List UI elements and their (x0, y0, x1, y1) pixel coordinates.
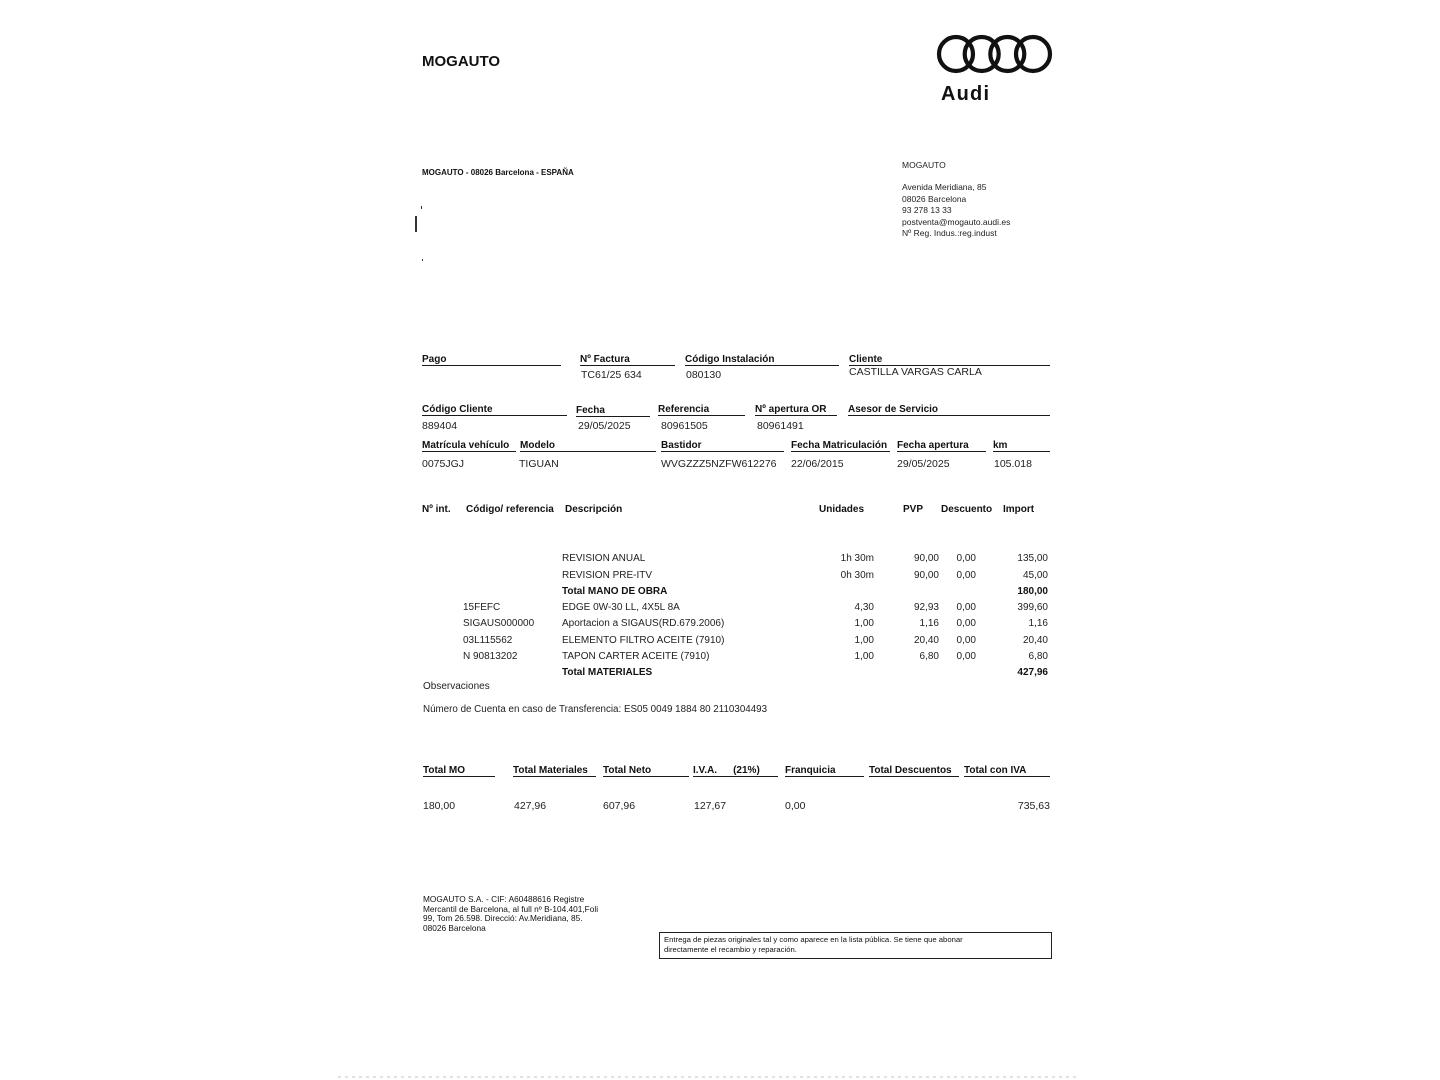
table-row (0, 570, 1440, 582)
legal-line: MOGAUTO S.A. - CIF: A60488616 Registre (423, 894, 585, 904)
legal-line: 99, Tom 26.598. Direcció: Av.Meridiana, 85. (423, 913, 583, 923)
apertura-or-label: Nº apertura OR (755, 404, 837, 416)
legal-line: 08026 Barcelona (423, 922, 486, 933)
line-description: Aportacion a SIGAUS(RD.679.2006) (562, 618, 725, 629)
total-con-iva-label: Total con IVA (964, 765, 1050, 777)
iva-label (693, 765, 778, 777)
scan-mark (422, 259, 423, 261)
numero-factura-value: TC61/25 634 (581, 369, 642, 381)
dealer-name: MOGAUTO (902, 160, 946, 170)
subtotal-amount: 180,00 (1017, 586, 1048, 597)
cliente-value: CASTILLA VARGAS CARLA (849, 366, 982, 378)
line-amount: 6,80 (1028, 651, 1048, 662)
fecha-apertura-value: 29/05/2025 (897, 458, 950, 470)
apertura-or-value: 80961491 (757, 420, 804, 432)
column-unidades: Unidades (819, 504, 865, 515)
transfer-account: ES05 0049 1884 80 2110304493 (623, 704, 768, 715)
column-pvp: PVP (903, 504, 924, 515)
dealer-address: Avenida Meridiana, 85 (902, 182, 987, 192)
line-pvp: 6,80 (919, 651, 939, 662)
km-value: 105.018 (994, 458, 1032, 470)
line-discount: 0,00 (956, 553, 976, 564)
line-pvp: 90,00 (913, 570, 939, 581)
line-amount: 20,40 (1022, 635, 1048, 646)
asesor-label: Asesor de Servicio (848, 404, 1050, 416)
matricula-value: 0075JGJ (422, 458, 465, 470)
km-label: km (993, 440, 1050, 452)
modelo-value: TIGUAN (519, 458, 559, 470)
iva-rate: (21%) (733, 765, 760, 776)
line-description: REVISION PRE-ITV (562, 570, 653, 581)
column-descuento: Descuento (941, 504, 993, 515)
company-name: MOGAUTO (422, 53, 501, 70)
total-neto-value: 607,96 (603, 800, 636, 812)
line-units: 1h 30m (840, 553, 874, 564)
column-importe: Import (1003, 504, 1035, 515)
line-units: 0h 30m (840, 570, 874, 581)
column-descripcion: Descripción (565, 504, 623, 515)
dealer-city: 08026 Barcelona (902, 193, 967, 204)
total-mo-value: 180,00 (423, 800, 456, 812)
table-row (0, 635, 1440, 647)
notice-line: directamente el recambio y reparación. (664, 945, 797, 954)
referencia-label: Referencia (658, 404, 745, 416)
brand-name: Audi (941, 83, 991, 105)
subtotal-row-materiales (0, 667, 1440, 679)
total-neto-label: Total Neto (603, 765, 689, 777)
line-units: 4,30 (854, 602, 874, 613)
transfer-note (423, 704, 767, 716)
dealer-address-block (902, 160, 1010, 240)
total-materiales-label: Total Materiales (513, 765, 596, 777)
bastidor-value: WVGZZZ5NZFW612276 (661, 458, 777, 470)
total-descuentos-label: Total Descuentos (869, 765, 959, 777)
line-amount: 45,00 (1022, 570, 1048, 581)
bastidor-label: Bastidor (661, 440, 784, 452)
fecha-matriculacion-label: Fecha Matriculación (791, 440, 890, 452)
line-description: TAPON CARTER ACEITE (7910) (562, 651, 710, 662)
line-pvp: 92,93 (913, 602, 939, 613)
scan-mark (421, 206, 422, 209)
franquicia-value: 0,00 (785, 800, 806, 812)
fecha-value: 29/05/2025 (578, 420, 631, 432)
line-description: EDGE 0W-30 LL, 4X5L 8A (562, 602, 680, 613)
legal-footer (423, 895, 598, 933)
codigo-cliente-label: Código Cliente (422, 404, 567, 416)
table-row (0, 553, 1440, 565)
subtotal-label: Total MATERIALES (562, 667, 653, 678)
cliente-label: Cliente (849, 354, 1050, 366)
table-row (0, 651, 1440, 663)
transfer-label: Número de Cuenta en caso de Transferencia: (423, 704, 622, 715)
line-discount: 0,00 (956, 651, 976, 662)
line-discount: 0,00 (956, 602, 976, 613)
line-amount: 399,60 (1017, 602, 1048, 613)
line-description: ELEMENTO FILTRO ACEITE (7910) (562, 635, 725, 646)
subtotal-label: Total MANO DE OBRA (562, 586, 668, 597)
scan-artifact (338, 1076, 1076, 1078)
notice-box (659, 932, 1052, 959)
fecha-matriculacion-value: 22/06/2015 (791, 458, 844, 470)
codigo-cliente-value: 889404 (422, 420, 458, 432)
observaciones-label: Observaciones (423, 681, 490, 692)
dealer-contact (902, 182, 1010, 240)
fecha-apertura-label: Fecha apertura (897, 440, 986, 452)
dealer-registry: Nº Reg. Indus.:reg.indust (902, 228, 997, 238)
audi-rings-icon (935, 32, 1057, 78)
scan-mark (415, 216, 417, 232)
referencia-value: 80961505 (661, 420, 708, 432)
line-description: REVISION ANUAL (562, 553, 646, 564)
notice-line: Entrega de piezas originales tal y como aparece en la lista pública. Se tiene que abonar (664, 935, 963, 944)
line-units: 1,00 (854, 618, 874, 629)
matricula-label: Matrícula vehículo (422, 440, 516, 452)
dealer-email: postventa@mogauto.audi.es (902, 216, 1011, 227)
line-discount: 0,00 (956, 618, 976, 629)
sender-line: MOGAUTO - 08026 Barcelona - ESPAÑA (422, 168, 574, 177)
table-row (0, 618, 1440, 630)
line-pvp: 20,40 (913, 635, 939, 646)
iva-label-text: I.V.A. (693, 765, 718, 776)
line-pvp: 90,00 (913, 553, 939, 564)
table-row (0, 602, 1440, 614)
line-pvp: 1,16 (919, 618, 939, 629)
line-units: 1,00 (854, 635, 874, 646)
line-units: 1,00 (854, 651, 874, 662)
line-code: SIGAUS000000 (463, 618, 535, 629)
total-con-iva-value: 735,63 (1017, 800, 1050, 812)
subtotal-amount: 427,96 (1017, 667, 1048, 678)
column-num-int: Nº int. (422, 504, 451, 515)
line-code: 03L115562 (463, 635, 513, 646)
codigo-instalacion-label: Código Instalación (685, 354, 839, 366)
column-codigo: Código/ referencia (466, 504, 554, 515)
pago-label: Pago (422, 354, 561, 366)
line-discount: 0,00 (956, 570, 976, 581)
modelo-label: Modelo (520, 440, 656, 452)
line-amount: 1,16 (1028, 618, 1048, 629)
line-amount: 135,00 (1017, 553, 1048, 564)
total-mo-label: Total MO (423, 765, 495, 777)
codigo-instalacion-value: 080130 (686, 369, 722, 381)
numero-factura-label: Nº Factura (580, 354, 675, 366)
line-code: N 90813202 (463, 651, 518, 662)
franquicia-label: Franquicia (785, 765, 864, 777)
dealer-phone: 93 278 13 33 (902, 205, 952, 215)
subtotal-row-mano-de-obra (0, 586, 1440, 598)
line-discount: 0,00 (956, 635, 976, 646)
iva-value: 127,67 (694, 800, 727, 812)
legal-line: Mercantil de Barcelona, al full nº B-104.401,Foli (423, 903, 599, 914)
total-materiales-value: 427,96 (514, 800, 547, 812)
fecha-label: Fecha (576, 405, 650, 417)
line-code: 15FEFC (463, 602, 501, 613)
